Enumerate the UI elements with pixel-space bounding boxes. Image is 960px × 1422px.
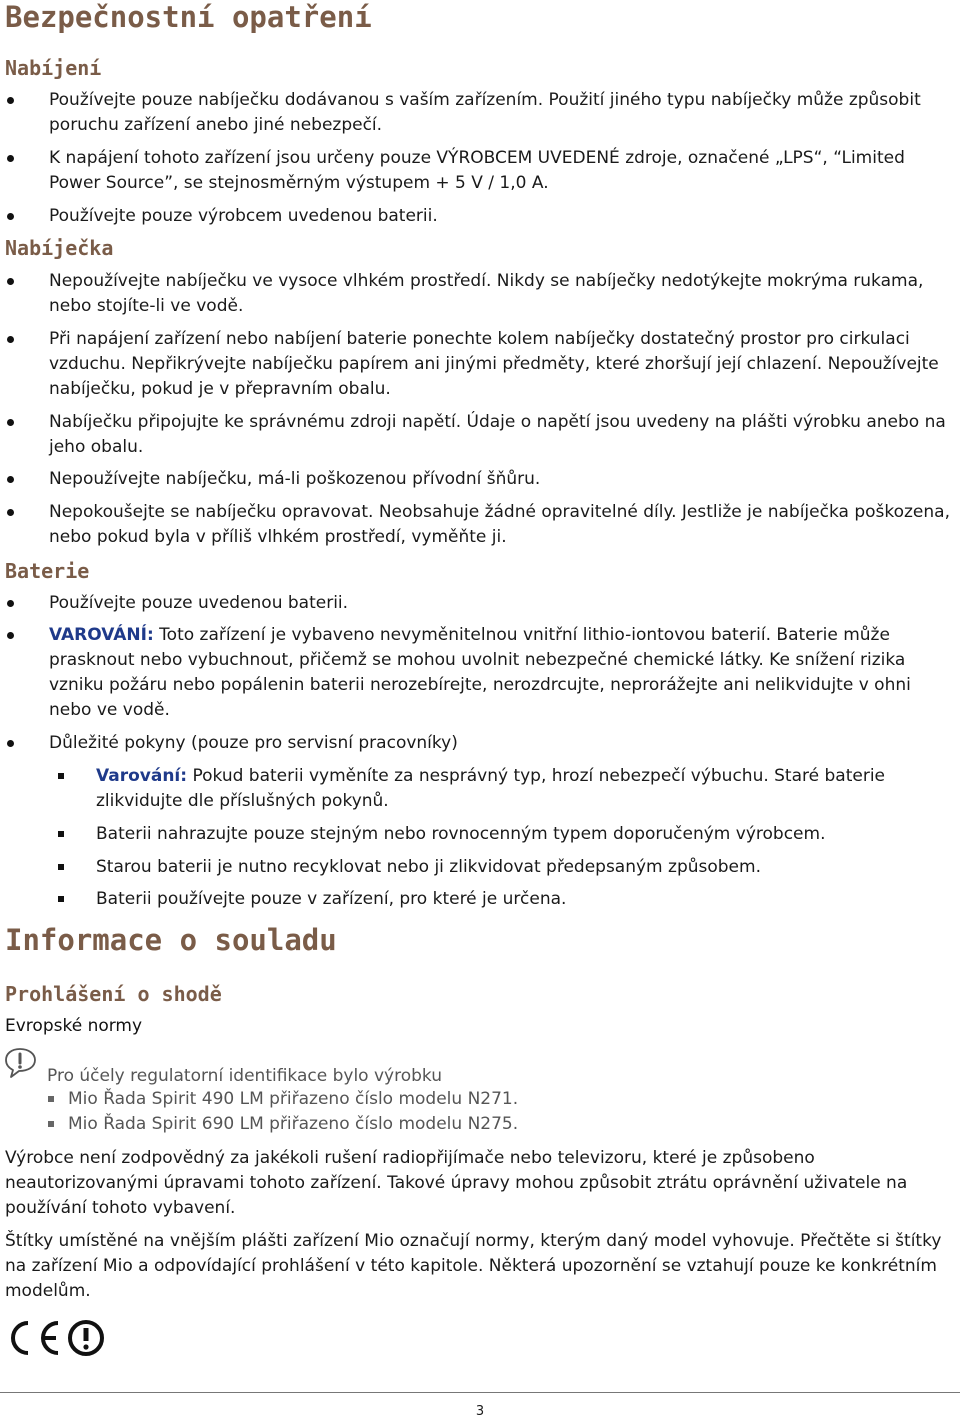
page-title: Bezpečnostní opatření <box>5 0 372 34</box>
sub-list-item-warning <box>96 764 954 814</box>
list-item: Nepoužívejte nabíječku ve vysoce vlhkém prostředí. Nikdy se nabíječky nedotýkejte mokrýma rukama, nebo stojíte-li ve vodě. <box>49 269 954 319</box>
note-list-item: Mio Řada Spirit 690 LM přiřazeno číslo modelu N275. <box>68 1112 518 1137</box>
list-item: Používejte pouze výrobcem uvedenou baterii. <box>49 204 954 229</box>
sub-list-item: Baterii používejte pouze v zařízení, pro které je určena. <box>96 887 954 912</box>
note-icon <box>4 1047 38 1079</box>
list-item: Nepokoušejte se nabíječku opravovat. Neobsahuje žádné opravitelné díly. Jestliže je nabíječka poškozena, nebo pokud byla v příliš vlhkém prostředí, vyměňte ji. <box>49 500 954 550</box>
warning-label: VAROVÁNÍ: <box>49 625 154 645</box>
list-item: Nepoužívejte nabíječku, má-li poškozenou přívodní šňůru. <box>49 467 954 492</box>
paragraph-labels: Štítky umístěné na vnějším plášti zařízení Mio označují normy, kterým daný model vyhovuje. Přečtěte si štítky na zařízení Mio a odpovídající prohlášení v této kapitole. Některá upozornění se vztahují pouze ke konkrétním modelům. <box>5 1231 942 1301</box>
sub-warning-text: Pokud baterii vyměníte za nesprávný typ, hrozí nebezpečí výbuchu. Staré baterie zlikvidujte dle příslušných pokynů. <box>96 766 886 811</box>
list-item: Používejte pouze uvedenou baterii. <box>49 591 954 616</box>
ce-mark-icon <box>4 1318 106 1358</box>
sub-list-item: Starou baterii je nutno recyklovat nebo ji zlikvidovat předepsaným způsobem. <box>96 855 954 880</box>
paragraph-interference: Výrobce není zodpovědný za jakékoli rušení radiopřijímače nebo televizoru, které je způsobeno neautorizovanými úpravami tohoto zařízení. Takové úpravy mohou způsobit ztrátu oprávnění uživatele na používání tohoto vybavení. <box>5 1148 908 1218</box>
note-list-item: Mio Řada Spirit 490 LM přiřazeno číslo modelu N271. <box>68 1087 518 1112</box>
list-item-warning <box>49 623 954 723</box>
list-item: Nabíječku připojujte ke správnému zdroji napětí. Údaje o napětí jsou uvedeny na plášti výrobku anebo na jeho obalu. <box>49 410 954 460</box>
footer-divider <box>0 1392 960 1393</box>
sub-list-item: Baterii nahrazujte pouze stejným nebo rovnocenným typem doporučeným výrobcem. <box>96 822 954 847</box>
heading-eu-standards: Evropské normy <box>5 1016 143 1036</box>
section-title-compliance: Informace o souladu <box>5 923 337 957</box>
heading-charging: Nabíjení <box>5 56 102 80</box>
heading-battery: Baterie <box>5 559 90 583</box>
warning-text: Toto zařízení je vybaveno nevyměnitelnou vnitřní lithio-iontovou baterií. Baterie může prasknout nebo vybuchnout, přičemž se mohou uvolnit nebezpečné chemické látky. Ke snížení rizika vzniku požáru nebo popálenin baterii nerozebírejte, nerozdrcujte, neprorážejte ani nelikvidujte v ohni nebo ve vodě. <box>49 625 911 720</box>
list-item: Používejte pouze nabíječku dodávanou s vaším zařízením. Použití jiného typu nabíječky může způsobit poruchu zařízení anebo jiné nebezpečí. <box>49 88 954 138</box>
heading-charger: Nabíječka <box>5 236 114 260</box>
list-item: Důležité pokyny (pouze pro servisní pracovníky) <box>49 731 954 756</box>
list-item: Při napájení zařízení nebo nabíjení baterie ponechte kolem nabíječky dostatečný prostor pro cirkulaci vzduchu. Nepřikrývejte nabíječku papírem ani jinými předměty, které zhoršují její chlazení. Nepoužívejte nabíječku, pokud je v přepravním obalu. <box>49 327 954 402</box>
list-item: K napájení tohoto zařízení jsou určeny pouze VÝROBCEM UVEDENÉ zdroje, označené „LPS“, “Limited Power Source”, se stejnosměrným výstupem + 5 V / 1,0 A. <box>49 146 954 196</box>
sub-warning-label: Varování: <box>96 766 188 786</box>
alert-mark-icon <box>70 1322 102 1354</box>
note-intro: Pro účely regulatorní identifikace bylo výrobku <box>47 1066 443 1086</box>
page-number: 3 <box>475 1404 485 1419</box>
heading-declaration: Prohlášení o shodě <box>5 982 222 1006</box>
